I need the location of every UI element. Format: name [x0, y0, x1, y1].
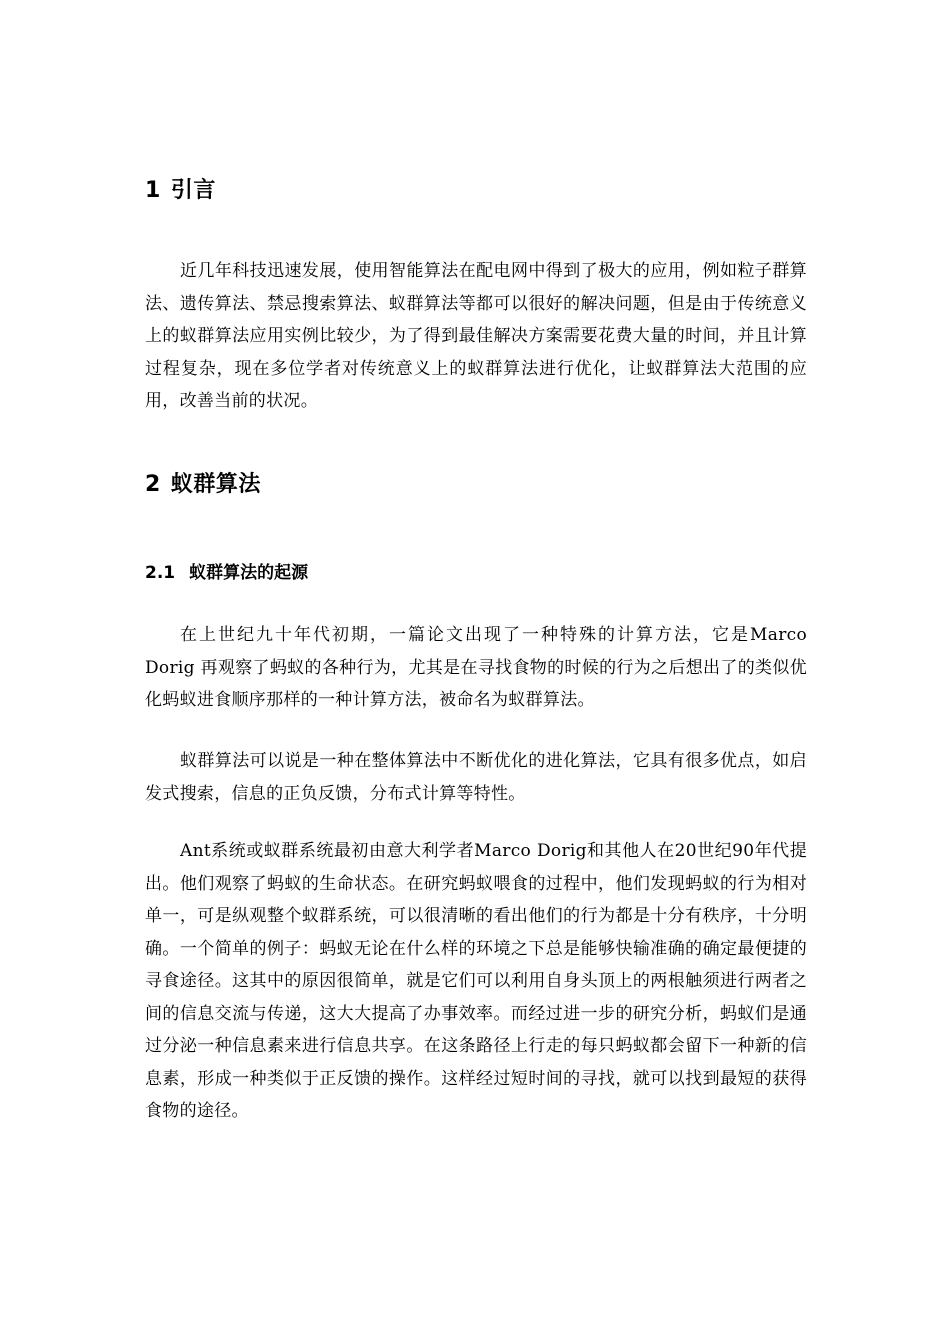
- origin-paragraph-3: Ant系统或蚁群系统最初由意大利学者Marco Dorig和其他人在20世纪90年代提出。他们观察了蚂蚁的生命状态。在研究蚂蚁喂食的过程中，他们发现蚂蚁的行为相对单一，可是纵观整个蚁群系统，可以很清晰的看出他们的行为都是十分有秩序，十分明确。一个简单的例子：蚂蚁无论在什么样的环境之下总是能够快输准确的确定最便捷的寻食途径。这其中的原因很简单，就是它们可以利用自身头顶上的两根触须进行两者之间的信息交流与传递，这大大提高了办事效率。而经过进一步的研究分析，蚂蚁们是通过分泌一种信息素来进行信息共享。在这条路径上行走的每只蚂蚁都会留下一种新的信息素，形成一种类似于正反馈的操作。这样经过短时间的寻找，就可以找到最短的获得食物的途径。: [145, 841, 807, 1121]
- document-page: [145, 0, 807, 1344]
- section-title: 蚁群算法: [170, 472, 261, 497]
- subsection-2-1-heading: [145, 562, 308, 584]
- subsection-number: 2.1: [145, 563, 176, 583]
- section-2-heading: [145, 471, 261, 499]
- section-1-heading: [145, 177, 216, 205]
- section-number: 1: [145, 178, 161, 203]
- intro-paragraph: 近几年科技迅速发展，使用智能算法在配电网中得到了极大的应用，例如粒子群算法、遗传算法、禁忌搜索算法、蚁群算法等都可以很好的解决问题，但是由于传统意义上的蚁群算法应用实例比较少，为了得到最佳解决方案需要花费大量的时间，并且计算过程复杂，现在多位学者对传统意义上的蚁群算法进行优化，让蚁群算法大范围的应用，改善当前的状况。: [145, 261, 807, 411]
- subsection-title: 蚁群算法的起源: [189, 563, 309, 583]
- section-title: 引言: [170, 178, 216, 203]
- origin-paragraph-1: 在上世纪九十年代初期，一篇论文出现了一种特殊的计算方法，它是Marco Dorig 再观察了蚂蚁的各种行为，尤其是在寻找食物的时候的行为之后想出了的类似优化蚂蚁进食顺序那样的一种计算方法，被命名为蚁群算法。: [145, 625, 807, 710]
- origin-paragraph-2: 蚁群算法可以说是一种在整体算法中不断优化的进化算法，它具有很多优点，如启发式搜索，信息的正负反馈，分布式计算等特性。: [145, 751, 807, 804]
- section-number: 2: [145, 472, 161, 497]
